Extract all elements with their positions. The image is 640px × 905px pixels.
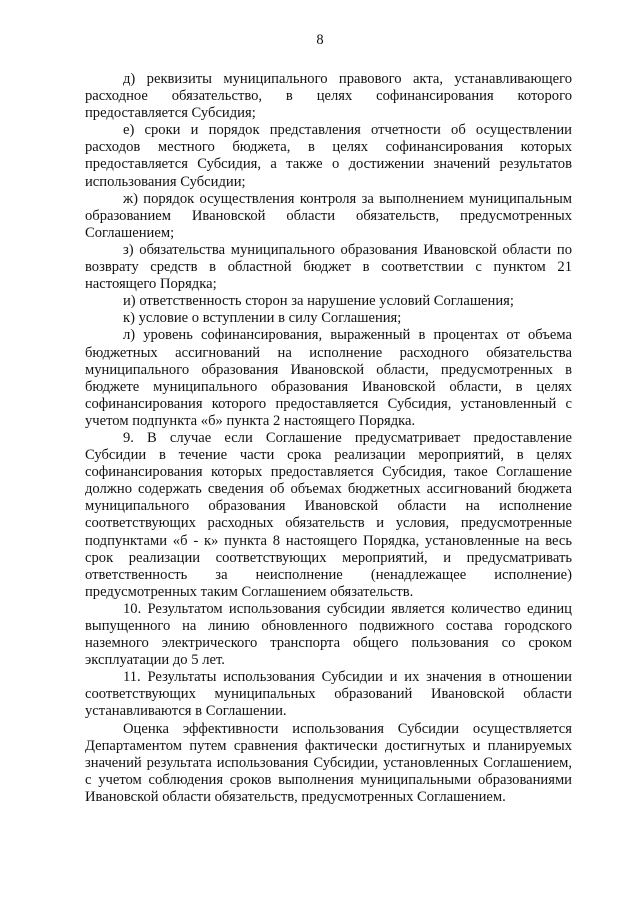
paragraph-9: 9. В случае если Соглашение предусматривает предоставление Субсидии в течение части срока реализации мероприятий, в целях софинансирования которых предоставляется Субсидия, такое Соглашение должно содержать сведения об объемах бюджетных ассигнований бюджета муниципального образования Ивановской области на исполнение соответствующих расходных обязательств и условия, предусмотренные подпунктами «б - к» пункта 8 настоящего Порядка, установленные на весь срок реализации соответствующих мероприятий, и предусматривать ответственность за неисполнение (ненадлежащее исполнение) предусмотренных таким Соглашением обязательств. — [85, 429, 572, 600]
document-body — [85, 71, 572, 806]
paragraph-k: к) условие о вступлении в силу Соглашения; — [123, 310, 402, 327]
paragraph-i: и) ответственность сторон за нарушение условий Соглашения; — [123, 293, 514, 310]
paragraph-l: л) уровень софинансирования, выраженный в процентах от объема бюджетных ассигнований на исполнение расходного обязательства муниципального образования Ивановской области, предусмотренных в бюджете муниципального образования Ивановской области, в целях софинансирования которого предоставляется Субсидия, установленный с учетом подпункта «б» пункта 2 настоящего Порядка. — [85, 327, 572, 429]
paragraph-e: е) сроки и порядок представления отчетности об осуществлении расходов местного бюджета, в целях софинансирования которых предоставляется Субсидия, а также о достижении значений результатов использования Субсидии; — [85, 122, 572, 190]
paragraph-zh: ж) порядок осуществления контроля за выполнением муниципальным образованием Ивановской области обязательств, предусмотренных Соглашением; — [85, 190, 572, 241]
paragraph-10: 10. Результатом использования субсидии является количество единиц выпущенного на линию обновленного подвижного состава городского наземного электрического транспорта общего пользования со сроком эксплуатации до 5 лет. — [85, 600, 572, 669]
paragraph-11: 11. Результаты использования Субсидии и их значения в отношении соответствующих муниципальных образований Ивановской области устанавливаются в Соглашении. — [85, 669, 572, 720]
paragraph-d: д) реквизиты муниципального правового акта, устанавливающего расходное обязательство, в целях софинансирования которого предоставляется Субсидия; — [85, 71, 572, 122]
paragraph-evaluation: Оценка эффективности использования Субсидии осуществляется Департаментом путем сравнения фактически достигнутых и планируемых значений результата использования Субсидии, установленных Соглашением, с учетом соблюдения сроков выполнения муниципальными образованиями Ивановской области обязательств, предусмотренных Соглашением. — [85, 720, 572, 805]
page-number: 8 — [316, 32, 324, 48]
paragraph-z: з) обязательства муниципального образования Ивановской области по возврату средств в областной бюджет в соответствии с пунктом 21 настоящего Порядка; — [85, 241, 572, 293]
